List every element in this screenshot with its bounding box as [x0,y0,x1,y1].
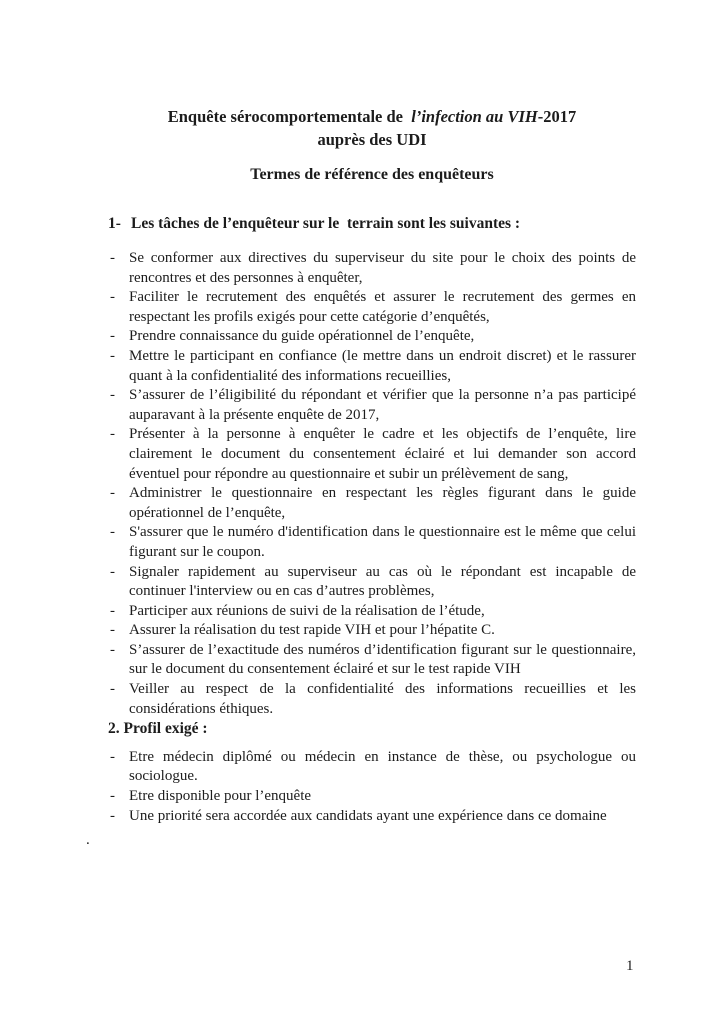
section-1-number: 1- [108,215,121,232]
list-item [108,621,636,641]
list-item-text: S’assurer de l’éligibilité du répondant et vérifier que la personne n’a pas participé auparavant à la présente enquête de 2017, [129,387,636,423]
document-subtitle: Termes de référence des enquêteurs [250,166,494,183]
dash-marker: - [110,622,115,639]
list-item-text: Signaler rapidement au superviseur au cas où le répondant est incapable de continuer l'interview ou en cas d’autres problèmes, [129,563,636,600]
list-item [108,680,636,719]
list-item [108,602,636,622]
dash-marker: - [110,328,115,345]
dash-marker: - [110,681,115,698]
document-title [108,105,636,151]
list-item-text: Etre médecin diplômé ou médecin en instance de thèse, ou psychologue ou sociologue. [129,748,636,785]
dash-marker: - [110,807,115,824]
list-item-text: Une priorité sera accordée aux candidats ayant une expérience dans ce domaine [129,807,607,824]
section-1-heading-text: Les tâches de l’enquêteur sur le terrain sont les suivantes : [131,215,521,232]
list-item [108,288,636,327]
list-item [108,807,636,827]
page-number: 1 [626,958,634,974]
dash-marker: - [110,289,115,306]
list-item [108,249,636,288]
dash-marker: - [110,347,115,364]
dash-marker: - [110,485,115,502]
list-item [108,787,636,807]
list-item-text: Veiller au respect de la confidentialité des informations recueillies et les considérations éthiques. [129,681,636,717]
dash-marker: - [110,641,115,658]
dash-marker: - [110,250,115,266]
list-item [108,484,636,523]
list-item [108,327,636,347]
dash-marker: - [110,387,115,404]
list-item [108,386,636,425]
title-line-1-prefix: Enquête sérocomportementale de [167,107,412,126]
list-item-text: Etre disponible pour l’enquête [129,788,312,805]
profile-list [108,748,636,826]
list-item [108,425,636,484]
list-item [108,641,636,680]
dash-marker: - [110,563,115,580]
list-item [108,523,636,562]
title-line-1-suffix: -2017 [537,107,577,126]
list-item-text: Administrer le questionnaire en respectant les règles figurant dans le guide opérationnel de l’enquête, [129,485,636,521]
section-1-heading [108,214,636,234]
list-item-text: S’assurer de l’exactitude des numéros d’identification figurant sur le questionnaire, sur le document du consentement éclairé et sur le test rapide VIH [129,641,636,678]
list-item [108,748,636,787]
list-item-text: Se conformer aux directives du superviseur du site pour le choix des points de rencontres et des personnes à enquêter, [129,250,636,286]
list-item-text: Participer aux réunions de suivi de la réalisation de l’étude, [129,602,485,619]
list-item-text: Faciliter le recrutement des enquêtés et assurer le recrutement des germes en respectant les profils exigés pour cette catégorie d’enquêtés, [129,289,636,325]
list-item-text: Prendre connaissance du guide opérationnel de l’enquête, [129,328,475,345]
list-item-text: S'assurer que le numéro d'identification dans le questionnaire est le même que celui figurant sur le coupon. [129,524,636,560]
list-item [108,563,636,602]
dash-marker: - [110,524,115,541]
stray-period: . [86,832,90,848]
list-item-text: Assurer la réalisation du test rapide VIH et pour l’hépatite C. [129,622,495,639]
list-item-text: Mettre le participant en confiance (le mettre dans un endroit discret) et le rassurer quant à la confidentialité des informations recueillies, [129,347,636,384]
dash-marker: - [110,748,115,765]
section-2-heading: 2. Profil exigé : [108,720,208,738]
document-content [108,0,636,826]
list-item [108,347,636,386]
title-emphasis: l’infection au VIH [411,107,538,126]
title-line-2: auprès des UDI [317,130,427,149]
dash-marker: - [110,602,115,619]
dash-marker: - [110,426,115,443]
list-item-text: Présenter à la personne à enquêter le cadre et les objectifs de l’enquête, lire clairement le document du consentement éclairé et lui demander son accord éventuel pour répondre au questionnaire et subir un prélèvement de sang, [129,426,636,482]
dash-marker: - [110,788,115,805]
task-list [108,249,636,719]
